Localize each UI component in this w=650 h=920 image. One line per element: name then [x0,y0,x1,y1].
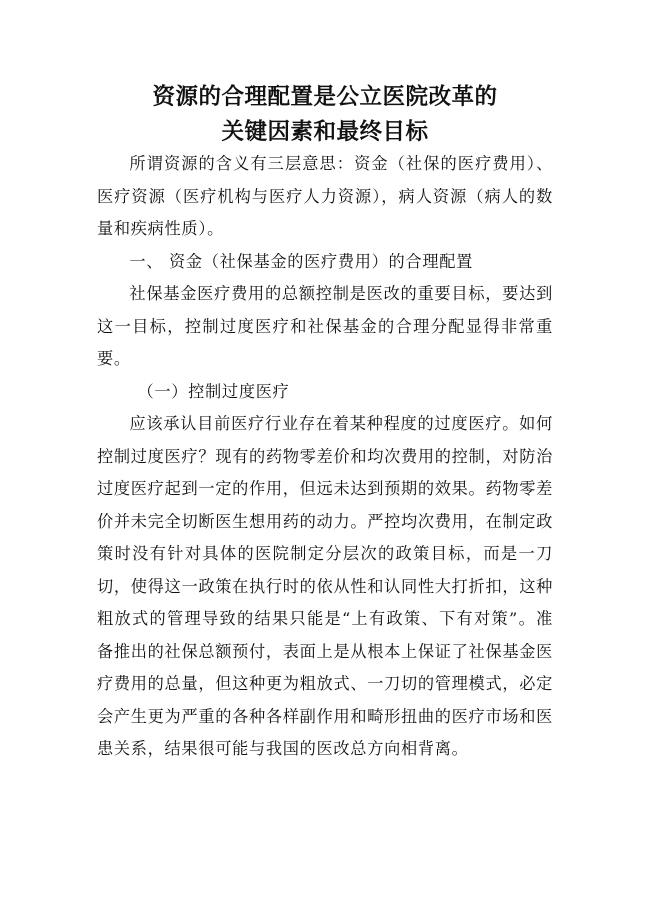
document-body [97,148,553,766]
document-title-line-1: 资源的合理配置是公立医院改革的 [152,84,498,110]
paragraph-resource-definition: 所谓资源的含义有三层意思：资金（社保的医疗费用）、医疗资源（医疗机构与医疗人力资源），病人资源（病人的数量和疾病性质）。 [97,154,553,238]
section-heading-funds: 一、 资金（社保基金的医疗费用）的合理配置 [129,251,473,271]
paragraph-funds-intro: 社保基金医疗费用的总额控制是医改的重要目标，要达到这一目标，控制过度医疗和社保基金的合理分配显得非常重要。 [97,284,553,368]
paragraph-overtreatment: 应该承认目前医疗行业存在着某种程度的过度医疗。如何控制过度医疗？现有的药物零差价和均次费用的控制，对防治过度医疗起到一定的作用，但远未达到预期的效果。药物零差价并未完全切断医生想用药的动力。严控均次费用，在制定政策时没有针对具体的医院制定分层次的政策目标，而是一刀切，使得这一政策在执行时的依从性和认同性大打折扣，这种粗放式的管理导致的结果只能是“上有政策、下有对策”。准备推出的社保总额预付，表面上是从根本上保证了社保基金医疗费用的总量，但这种更为粗放式、一刀切的管理模式，必定会产生更为严重的各种各样副作用和畸形扭曲的医疗市场和医患关系，结果很可能与我国的医改总方向相背离。 [97,414,553,758]
subsection-heading-overtreatment: （一）控制过度医疗 [137,381,290,401]
document-title-line-2: 关键因素和最终目标 [221,119,429,145]
